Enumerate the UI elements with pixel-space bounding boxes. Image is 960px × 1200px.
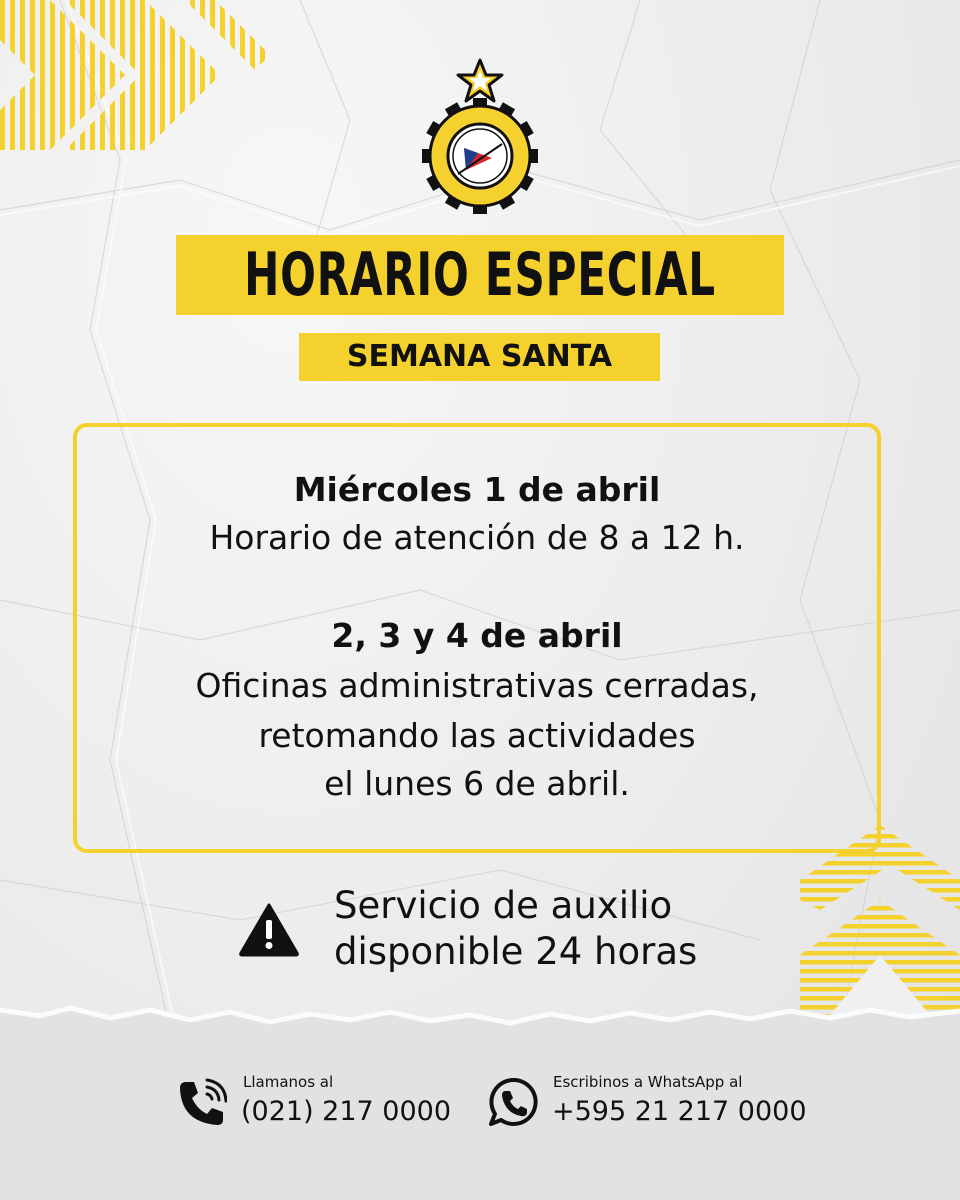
page-subtitle: SEMANA SANTA xyxy=(346,339,613,374)
day2-line: el lunes 6 de abril. xyxy=(324,764,630,803)
service-line: disponible 24 horas xyxy=(334,930,698,973)
whatsapp-icon xyxy=(488,1076,540,1128)
day2-line: retomando las actividades xyxy=(258,716,696,755)
day1-text: Horario de atención de 8 a 12 h. xyxy=(209,518,745,557)
phone-icon xyxy=(177,1078,227,1128)
club-gear-emblem-icon xyxy=(422,58,538,216)
warning-icon xyxy=(238,902,300,957)
whatsapp-number[interactable]: +595 21 217 0000 xyxy=(552,1096,807,1127)
day2-line: Oficinas administrativas cerradas, xyxy=(195,666,759,705)
page-title: HORARIO ESPECIAL xyxy=(244,240,716,310)
striped-chevrons-decoration xyxy=(0,0,280,150)
day2-heading: 2, 3 y 4 de abril xyxy=(331,616,623,655)
phone-number[interactable]: (021) 217 0000 xyxy=(241,1096,452,1127)
striped-triangles-decoration xyxy=(800,825,960,1015)
torn-paper-edge xyxy=(0,990,960,1050)
service-line: Servicio de auxilio xyxy=(334,884,673,927)
footer xyxy=(0,1040,960,1200)
phone-label: Llamanos al xyxy=(243,1073,334,1091)
whatsapp-label: Escribinos a WhatsApp al xyxy=(553,1073,743,1091)
day1-heading: Miércoles 1 de abril xyxy=(293,470,661,509)
